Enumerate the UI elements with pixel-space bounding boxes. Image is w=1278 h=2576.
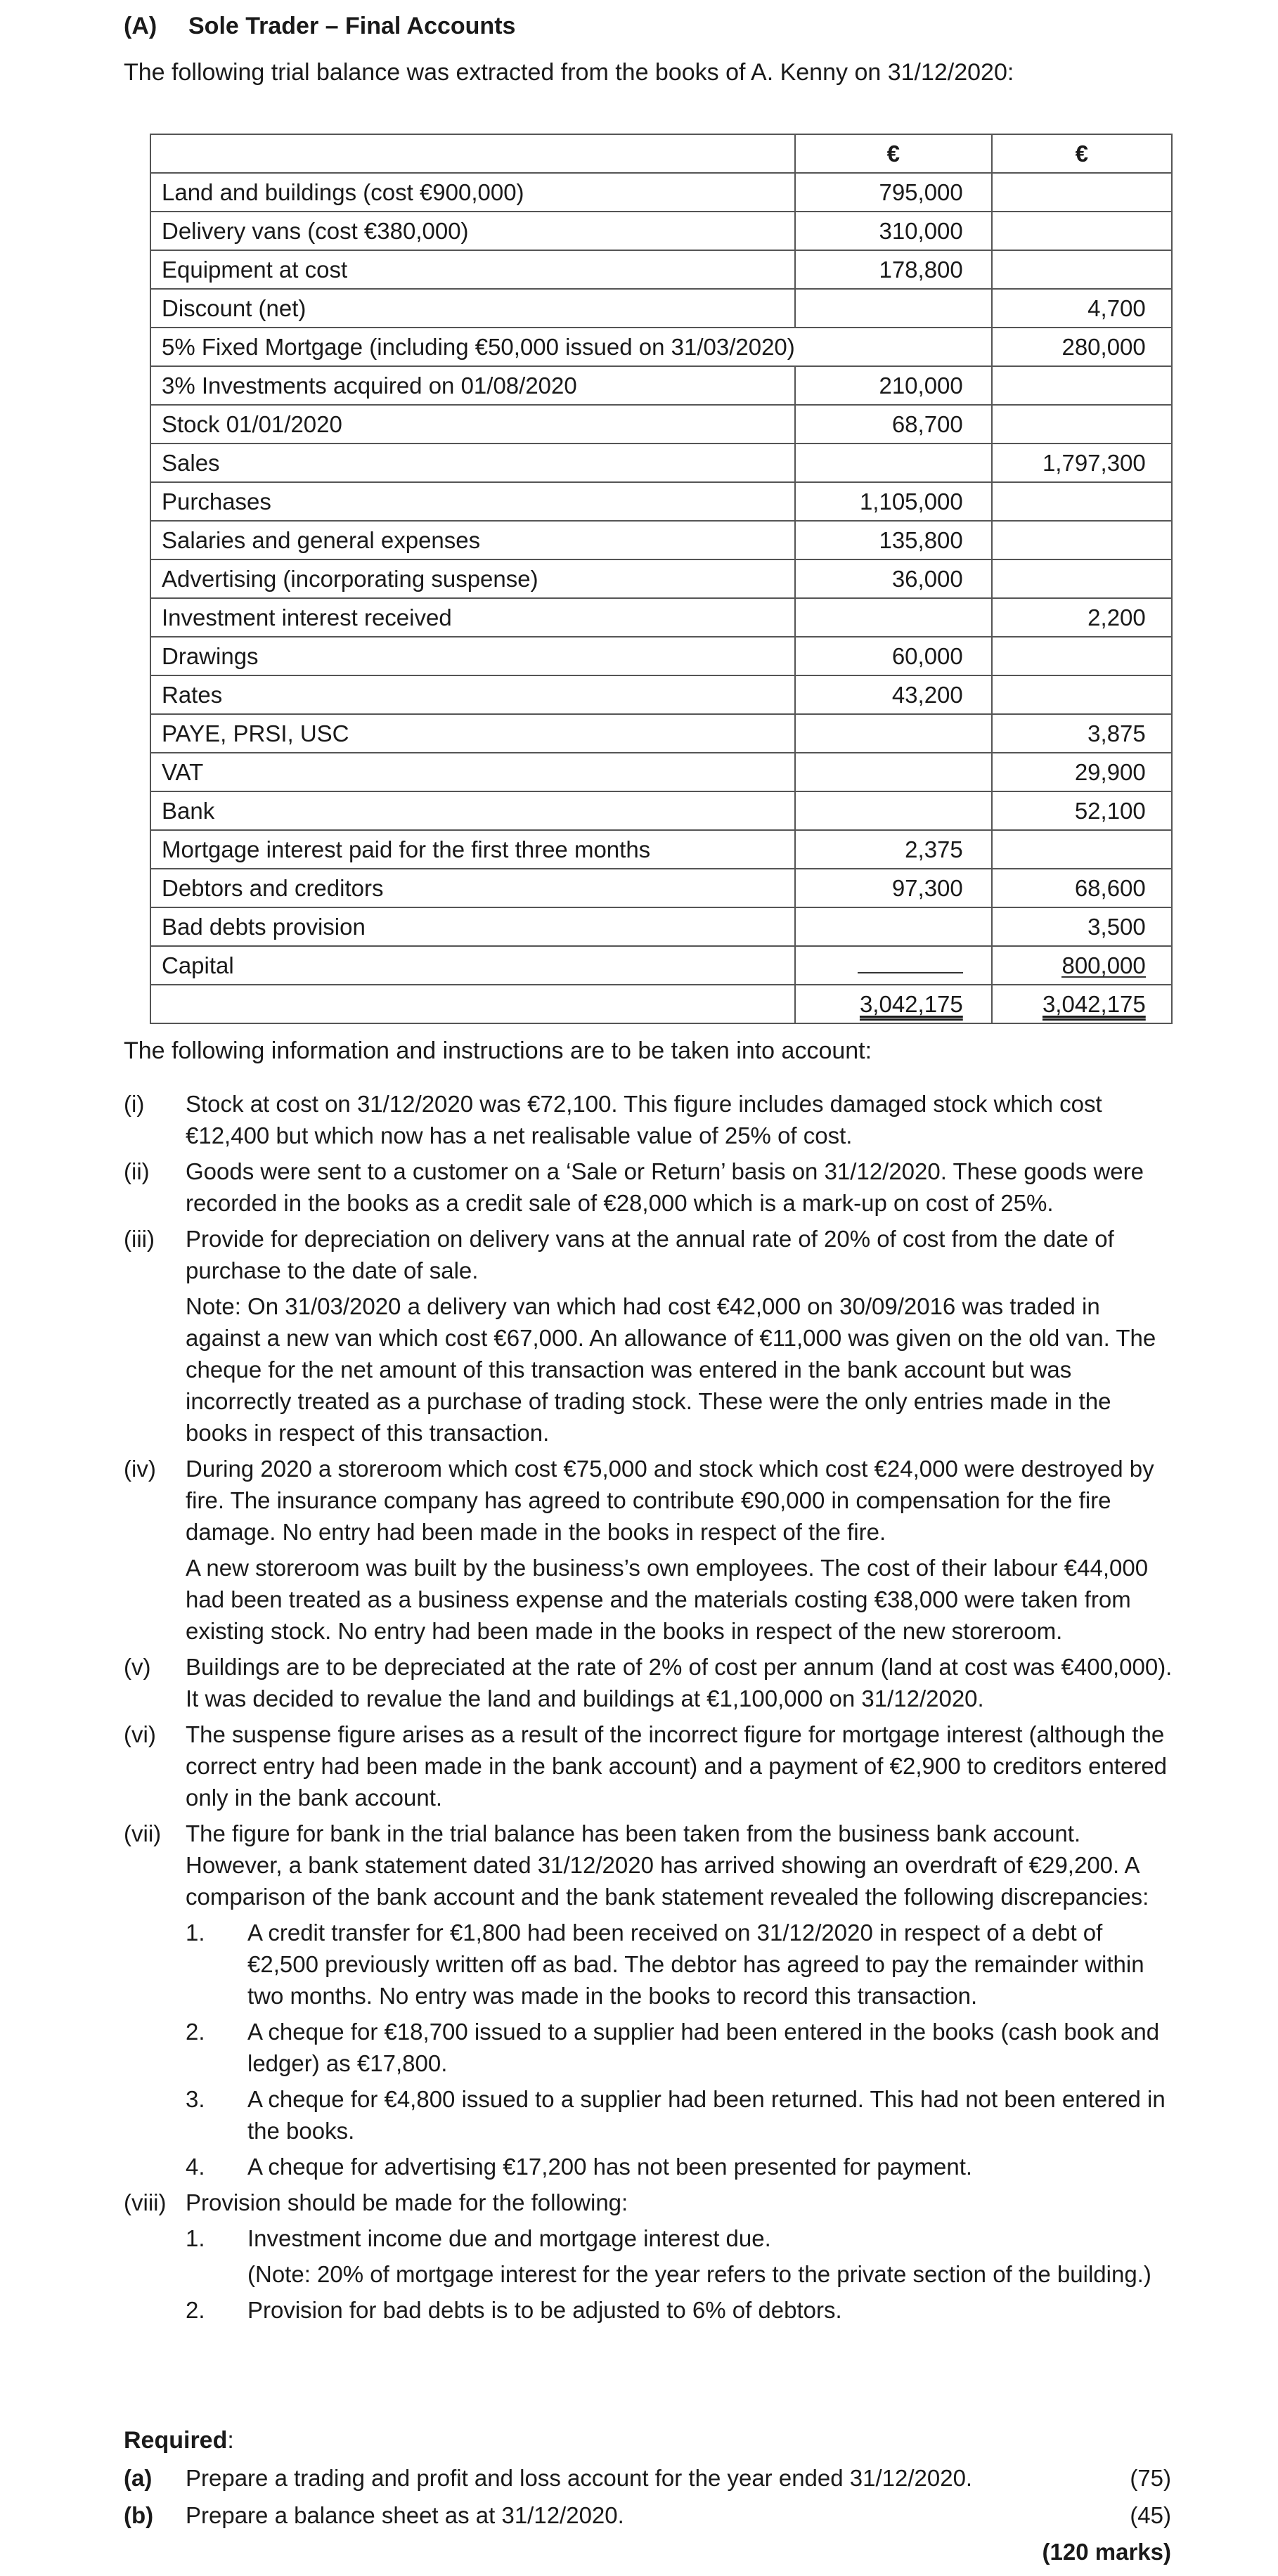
credit-cell: 3,500 bbox=[992, 907, 1172, 946]
credit-cell bbox=[992, 405, 1172, 444]
note-number: (iii) bbox=[124, 1226, 155, 1252]
table-row bbox=[150, 830, 1172, 869]
table-row bbox=[150, 907, 1172, 946]
note-text-extra: A new storeroom was built by the business’s own employees. The cost of their labour €44,000 had been treated as a business expense and the materials costing €38,000 were taken from existing stock. No entry had been made in the books in respect of the new storeroom. bbox=[186, 1555, 1149, 1644]
sub-item-text: A credit transfer for €1,800 had been received on 31/12/2020 in respect of a debt of €2,500 previously written off as bad. The debtor has agreed to pay the remainder within two months. No entry was made in the books to record this transaction. bbox=[247, 1920, 1144, 2009]
debit-cell bbox=[795, 328, 992, 366]
debit-cell: 36,000 bbox=[795, 559, 992, 598]
note-number: (viii) bbox=[124, 2189, 167, 2215]
info-lead-text: The following information and instructions are to be taken into account: bbox=[124, 1037, 872, 1064]
credit-value: 800,000 bbox=[1061, 952, 1146, 978]
table-row bbox=[150, 559, 1172, 598]
header-debit-cell: € bbox=[795, 134, 992, 173]
credit-cell bbox=[992, 521, 1172, 559]
section-heading bbox=[124, 13, 515, 40]
note-text: Provide for depreciation on delivery vans at the annual rate of 20% of cost from the date of purchase to the date of sale. bbox=[186, 1226, 1114, 1283]
note-ii bbox=[124, 1156, 1178, 1219]
sub-item-number: 1. bbox=[186, 1920, 205, 1946]
debit-cell: 178,800 bbox=[795, 250, 992, 289]
requirement-text: Prepare a balance sheet as at 31/12/2020. bbox=[186, 2502, 624, 2528]
desc-cell: Rates bbox=[150, 675, 795, 714]
note-text-extra: Note: On 31/03/2020 a delivery van which had cost €42,000 on 30/09/2016 was traded in against a new van which cost €67,000. An allowance of €11,000 was given on the old van. The cheque for the net amount of this transaction was entered in the bank account but was incorrectly treated as a purchase of trading stock. These were the only entries made in the books in respect of this transaction. bbox=[186, 1293, 1156, 1446]
credit-cell bbox=[992, 946, 1172, 985]
desc-cell: 5% Fixed Mortgage (including €50,000 issued on 31/03/2020) bbox=[150, 328, 795, 366]
note-v bbox=[124, 1651, 1178, 1714]
requirement-a bbox=[124, 2465, 972, 2492]
intro-text: The following trial balance was extracted from the books of A. Kenny on 31/12/2020: bbox=[124, 59, 1014, 86]
credit-cell bbox=[992, 675, 1172, 714]
sub-item bbox=[186, 2294, 1178, 2326]
credit-cell: 280,000 bbox=[992, 328, 1172, 366]
credit-cell bbox=[992, 482, 1172, 521]
table-row bbox=[150, 598, 1172, 637]
total-marks: (120 marks) bbox=[1042, 2539, 1171, 2565]
credit-cell bbox=[992, 366, 1172, 405]
sub-item-text: Investment income due and mortgage interest due. bbox=[247, 2225, 771, 2251]
requirement-a-marks: (75) bbox=[1130, 2465, 1171, 2491]
table-row bbox=[150, 753, 1172, 791]
requirement-text: Prepare a trading and profit and loss account for the year ended 31/12/2020. bbox=[186, 2465, 973, 2491]
credit-cell: 2,200 bbox=[992, 598, 1172, 637]
desc-cell: Investment interest received bbox=[150, 598, 795, 637]
table-row bbox=[150, 212, 1172, 250]
totals-row bbox=[150, 985, 1172, 1023]
desc-cell: Mortgage interest paid for the first three months bbox=[150, 830, 795, 869]
sub-item-number: 1. bbox=[186, 2225, 205, 2251]
total-credit-cell bbox=[992, 985, 1172, 1023]
desc-cell: Bank bbox=[150, 791, 795, 830]
desc-cell: Advertising (incorporating suspense) bbox=[150, 559, 795, 598]
total-debit-cell bbox=[795, 985, 992, 1023]
debit-cell: 43,200 bbox=[795, 675, 992, 714]
debit-cell: 2,375 bbox=[795, 830, 992, 869]
note-i bbox=[124, 1088, 1178, 1151]
note-number: (iv) bbox=[124, 1456, 156, 1482]
table-row bbox=[150, 482, 1172, 521]
table-row bbox=[150, 675, 1172, 714]
credit-cell: 68,600 bbox=[992, 869, 1172, 907]
desc-cell: Land and buildings (cost €900,000) bbox=[150, 173, 795, 212]
table-row bbox=[150, 289, 1172, 328]
table-row bbox=[150, 366, 1172, 405]
credit-cell: 4,700 bbox=[992, 289, 1172, 328]
sub-item bbox=[186, 2222, 1178, 2290]
sub-item-text: A cheque for advertising €17,200 has not been presented for payment. bbox=[247, 2154, 973, 2180]
desc-cell: Bad debts provision bbox=[150, 907, 795, 946]
note-text: Provision should be made for the following: bbox=[186, 2189, 628, 2215]
sub-item-number: 3. bbox=[186, 2086, 205, 2112]
table-row bbox=[150, 405, 1172, 444]
note-iv bbox=[124, 1453, 1178, 1647]
debit-cell bbox=[795, 946, 992, 985]
requirement-label: (b) bbox=[124, 2502, 154, 2528]
sub-item-text-extra: (Note: 20% of mortgage interest for the year refers to the private section of the building.) bbox=[247, 2261, 1151, 2287]
desc-cell: Debtors and creditors bbox=[150, 869, 795, 907]
note-text: Goods were sent to a customer on a ‘Sale or Return’ basis on 31/12/2020. These goods were recorded in the books as a credit sale of €28,000 which is a mark-up on cost of 25%. bbox=[186, 1158, 1144, 1216]
note-iii bbox=[124, 1223, 1178, 1449]
credit-cell bbox=[992, 830, 1172, 869]
desc-cell: PAYE, PRSI, USC bbox=[150, 714, 795, 753]
debit-cell: 1,105,000 bbox=[795, 482, 992, 521]
note-viii bbox=[124, 2187, 1178, 2326]
note-text: The suspense figure arises as a result of the incorrect figure for mortgage interest (although the correct entry had been made in the bank account) and a payment of €2,900 to creditors entered only in the bank account. bbox=[186, 1721, 1168, 1811]
debit-cell: 60,000 bbox=[795, 637, 992, 675]
credit-cell: 52,100 bbox=[992, 791, 1172, 830]
note-number: (ii) bbox=[124, 1158, 150, 1184]
total-credit: 3,042,175 bbox=[1042, 990, 1146, 1017]
totals-desc-cell bbox=[150, 985, 795, 1023]
table-row bbox=[150, 444, 1172, 482]
table-row bbox=[150, 869, 1172, 907]
note-number: (i) bbox=[124, 1091, 145, 1117]
debit-cell bbox=[795, 907, 992, 946]
credit-cell: 3,875 bbox=[992, 714, 1172, 753]
debit-cell bbox=[795, 444, 992, 482]
table-row bbox=[150, 946, 1172, 985]
desc-cell: VAT bbox=[150, 753, 795, 791]
sub-item bbox=[186, 2016, 1178, 2079]
debit-cell: 97,300 bbox=[795, 869, 992, 907]
section-title: Sole Trader – Final Accounts bbox=[188, 13, 516, 39]
debit-cell: 310,000 bbox=[795, 212, 992, 250]
total-rule bbox=[858, 972, 963, 973]
note-number: (vi) bbox=[124, 1721, 156, 1747]
debit-cell: 210,000 bbox=[795, 366, 992, 405]
debit-cell bbox=[795, 289, 992, 328]
note-number: (v) bbox=[124, 1654, 151, 1680]
table-row bbox=[150, 637, 1172, 675]
desc-cell: Discount (net) bbox=[150, 289, 795, 328]
section-label: (A) bbox=[124, 13, 157, 39]
note-vi bbox=[124, 1719, 1178, 1813]
credit-cell bbox=[992, 637, 1172, 675]
desc-cell: Purchases bbox=[150, 482, 795, 521]
note-vii bbox=[124, 1818, 1178, 2182]
sub-item-number: 4. bbox=[186, 2154, 205, 2180]
table-row bbox=[150, 521, 1172, 559]
table-row bbox=[150, 714, 1172, 753]
credit-cell bbox=[992, 173, 1172, 212]
debit-cell bbox=[795, 714, 992, 753]
table-header-row bbox=[150, 134, 1172, 173]
requirement-label: (a) bbox=[124, 2465, 153, 2491]
requirement-b-marks: (45) bbox=[1130, 2502, 1171, 2528]
desc-cell: Delivery vans (cost €380,000) bbox=[150, 212, 795, 250]
debit-cell: 68,700 bbox=[795, 405, 992, 444]
sub-item-text: A cheque for €4,800 issued to a supplier had been returned. This had not been entered in the books. bbox=[247, 2086, 1166, 2144]
table-row bbox=[150, 250, 1172, 289]
sub-item-text: Provision for bad debts is to be adjusted to 6% of debtors. bbox=[247, 2297, 842, 2323]
note-text: During 2020 a storeroom which cost €75,000 and stock which cost €24,000 were destroyed by fire. The insurance company has agreed to contribute €90,000 in compensation for the fire damage. No entry had been made in the books in respect of the fire. bbox=[186, 1456, 1154, 1545]
debit-cell: 135,800 bbox=[795, 521, 992, 559]
table-row bbox=[150, 328, 1172, 366]
desc-cell: Drawings bbox=[150, 637, 795, 675]
required-heading: Required: bbox=[124, 2427, 234, 2454]
table-row bbox=[150, 173, 1172, 212]
notes-list bbox=[124, 1088, 1178, 2330]
desc-cell: Salaries and general expenses bbox=[150, 521, 795, 559]
desc-cell: Capital bbox=[150, 946, 795, 985]
header-desc-cell bbox=[150, 134, 795, 173]
note-number: (vii) bbox=[124, 1820, 162, 1846]
requirement-b bbox=[124, 2502, 624, 2529]
credit-cell bbox=[992, 250, 1172, 289]
note-text: The figure for bank in the trial balance has been taken from the business bank account. However, a bank statement dated 31/12/2020 has arrived showing an overdraft of €29,200. A comparison of the bank account and the bank statement revealed the following discrepancies: bbox=[186, 1820, 1149, 1910]
header-credit-cell: € bbox=[992, 134, 1172, 173]
table-row bbox=[150, 791, 1172, 830]
sub-item-number: 2. bbox=[186, 2297, 205, 2323]
sub-item-text: A cheque for €18,700 issued to a supplier had been entered in the books (cash book and ledger) as €17,800. bbox=[247, 2019, 1160, 2076]
note-text: Buildings are to be depreciated at the rate of 2% of cost per annum (land at cost was €400,000). It was decided to revalue the land and buildings at €1,100,000 on 31/12/2020. bbox=[186, 1654, 1173, 1711]
credit-cell bbox=[992, 212, 1172, 250]
debit-cell bbox=[795, 791, 992, 830]
credit-cell bbox=[992, 559, 1172, 598]
desc-cell: Stock 01/01/2020 bbox=[150, 405, 795, 444]
sub-item bbox=[186, 1917, 1178, 2012]
desc-cell: Sales bbox=[150, 444, 795, 482]
desc-cell: 3% Investments acquired on 01/08/2020 bbox=[150, 366, 795, 405]
debit-cell: 795,000 bbox=[795, 173, 992, 212]
sub-item bbox=[186, 2083, 1178, 2147]
total-debit: 3,042,175 bbox=[859, 990, 963, 1017]
credit-cell: 1,797,300 bbox=[992, 444, 1172, 482]
sub-item-number: 2. bbox=[186, 2019, 205, 2045]
trial-balance-table bbox=[150, 134, 1173, 1024]
debit-cell bbox=[795, 598, 992, 637]
sub-item bbox=[186, 2151, 1178, 2182]
note-text: Stock at cost on 31/12/2020 was €72,100. This figure includes damaged stock which cost €12,400 but which now has a net realisable value of 25% of cost. bbox=[186, 1091, 1102, 1148]
credit-cell: 29,900 bbox=[992, 753, 1172, 791]
desc-cell: Equipment at cost bbox=[150, 250, 795, 289]
debit-cell bbox=[795, 753, 992, 791]
